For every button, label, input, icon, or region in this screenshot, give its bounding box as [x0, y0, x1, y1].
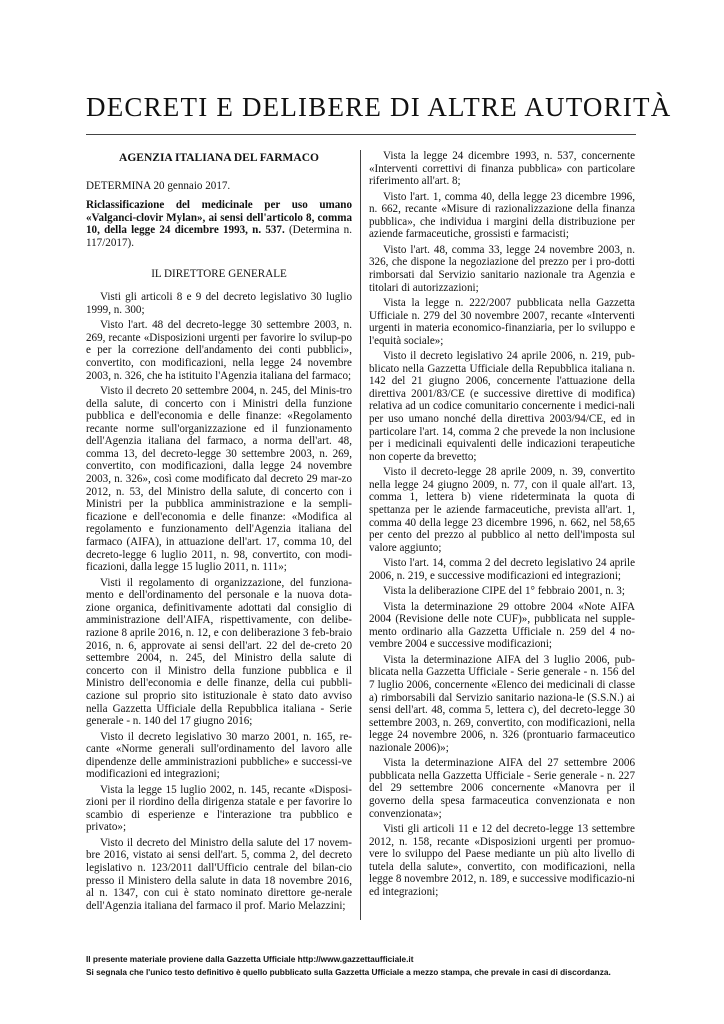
paragraph: Visto il decreto del Ministro della salute del 17 novem-bre 2016, vistato ai sensi dell'art. 5, comma 2, del decreto legislativo n. 123/2011 dall'Ufficio centrale del bilan-cio presso il Ministero della salute in data 18 novembre 2016, al n. 1347, con cui è stato nominato direttore ge-nerale dell'Agenzia italiana del farmaco il prof. Mario Melazzini;: [86, 836, 352, 912]
paragraph: Vista la determinazione 29 ottobre 2004 «Note AIFA 2004 (Revisione delle note CUF)», pubblicata nel supple-mento ordinario alla Gazzetta Ufficiale n. 259 del 4 no-vembre 2004 e successive modificazioni;: [369, 600, 635, 651]
column-divider: [360, 150, 361, 920]
paragraph: Vista la deliberazione CIPE del 1° febbraio 2001, n. 3;: [383, 585, 625, 598]
title-divider: [86, 134, 636, 135]
paragraph: Vista la legge n. 222/2007 pubblicata nella Gazzetta Ufficiale n. 279 del 30 novembre 2007, recante «Interventi urgenti in materia economico-finanziaria, per lo sviluppo e l'equità sociale»;: [369, 296, 635, 347]
paragraph: Visto l'art. 48, comma 33, legge 24 novembre 2003, n. 326, che dispone la negoziazione del prezzo per i pro-dotti rimborsati dal Servizio sanitario nazionale tra Agenzia e titolari di autorizzazioni;: [369, 243, 635, 294]
paragraph: Visto l'art. 14, comma 2 del decreto legislativo 24 aprile 2006, n. 219, e successive modificazioni ed integrazioni;: [369, 557, 635, 582]
determina-number: (Determina n. 117/2017).: [86, 224, 352, 249]
paragraph: Vista la legge 15 luglio 2002, n. 145, recante «Disposi-zioni per il riordino della dirigenza statale e per favorire lo scambio di esperienze e l'interazione tra pubblico e privato»;: [86, 783, 352, 834]
left-column: [86, 150, 352, 915]
paragraph: Vista la legge 24 dicembre 1993, n. 537, concernente «Interventi correttivi di finanza pubblica» con particolare riferimento all'art. 8;: [369, 150, 635, 188]
subject-text: Riclassificazione del medicinale per uso umano «Valganci-clovir Mylan», ai sensi dell'articolo 8, comma 10, della legge 24 dicembre 1993, n. 537.: [86, 199, 352, 237]
paragraph: Vista la determinazione AIFA del 27 settembre 2006 pubblicata nella Gazzetta Ufficiale - Serie generale - n. 227 del 29 settembre 2006 concernente «Manovra per il governo della spesa farmaceutica convenzionata e non convenzionata»;: [369, 757, 635, 820]
paragraph: Visti il regolamento di organizzazione, del funziona-mento e dell'ordinamento del personale e la nuova dota-zione organica, definitivamente adottati dal consiglio di amministrazione dell'AIFA, rispettivamente, con delibe-razione 8 aprile 2016, n. 12, e con deliberazione 3 feb-braio 2016, n. 6, approvate ai sensi dell'art. 22 del de-creto 20 settembre 2004, n. 245, del Ministro della salute di concerto con il Ministro della funzione pubblica e il Ministro dell'economia e delle finanze, della cui pubbli-cazione sul proprio sito istituzionale è stato dato avviso nella Gazzetta Ufficiale della Repubblica italiana - Serie generale - n. 140 del 17 giugno 2016;: [86, 576, 352, 728]
paragraph: Visto il decreto legislativo 30 marzo 2001, n. 165, re-cante «Norme generali sull'ordinamento del lavoro alle dipendenze delle amministrazioni pubbliche» e successi-ve modificazioni ed integrazioni;: [86, 730, 352, 781]
director-heading: IL DIRETTORE GENERALE: [151, 267, 287, 280]
paragraph: Visto l'art. 1, comma 40, della legge 23 dicembre 1996, n. 662, recante «Misure di razionalizzazione della finanza pubblica», che individua i margini della distribuzione per aziende farmaceutiche, grossisti e farmacisti;: [369, 190, 635, 241]
paragraph: Visto l'art. 48 del decreto-legge 30 settembre 2003, n. 269, recante «Disposizioni urgenti per favorire lo svilup-po e per la correzione dell'andamento dei conti pubblici», convertito, con modificazioni, nella legge 24 novembre 2003, n. 326, che ha istituito l'Agenzia italiana del farmaco;: [86, 319, 352, 382]
paragraph: Visto il decreto legislativo 24 aprile 2006, n. 219, pub-blicato nella Gazzetta Ufficiale della Repubblica italiana n. 142 del 21 giugno 2006, concernente l'attuazione della direttiva 2001/83/CE (e successive direttive di modifica) relativa ad un codice comunitario concernente i medici-nali per uso umano nonché della direttiva 2003/94/CE, ed in particolare l'art. 14, comma 2 che prevede la non inclusione per i medicinali equivalenti delle indicazioni terapeutiche non coperte da brevetto;: [369, 350, 635, 463]
footer-notice: [86, 953, 666, 978]
paragraph: Visti gli articoli 8 e 9 del decreto legislativo 30 luglio 1999, n. 300;: [86, 291, 352, 316]
paragraph: Visti gli articoli 11 e 12 del decreto-legge 13 settembre 2012, n. 158, recante «Disposizioni urgenti per promuo-vere lo sviluppo del Paese mediante un più alto livello di tutela della salute», convertito, con modificazioni, nella legge 8 novembre 2012, n. 189, e successive modificazio-ni ed integrazioni;: [369, 823, 635, 899]
paragraph: Vista la determinazione AIFA del 3 luglio 2006, pub-blicata nella Gazzetta Ufficiale - Serie generale - n. 156 del 7 luglio 2006, concernente «Elenco dei medicinali di classe a) rimborsabili dal Servizio sanitario naziona-le (S.S.N.) ai sensi dell'art. 48, comma 5, lettera c), del decreto-legge 30 settembre 2003, n. 269, convertito, con modificazioni, nella legge 24 novembre 2006, n. 326 (prontuario farmaceutico nazionale 2006)»;: [369, 653, 635, 754]
footer-source: Il presente materiale proviene dalla Gazzetta Ufficiale http://www.gazzettaufficiale.it: [86, 954, 414, 964]
page-title: DECRETI E DELIBERE DI ALTRE AUTORITÀ: [86, 92, 672, 122]
determina-subject: [86, 199, 352, 249]
paragraph: Visto il decreto-legge 28 aprile 2009, n. 39, convertito nella legge 24 giugno 2009, n. 77, con il quale all'art. 13, comma 1, lettera b) viene rideterminata la quota di spettanza per le aziende farmaceutiche, prevista all'art. 1, comma 40 della legge 23 dicembre 1996, n. 662, nel 58,65 per cento del prezzo al pubblico al netto dell'imposta sul valore aggiunto;: [369, 466, 635, 554]
agency-heading: AGENZIA ITALIANA DEL FARMACO: [119, 152, 319, 164]
right-column: [369, 150, 635, 901]
determina-date: DETERMINA 20 gennaio 2017.: [86, 179, 231, 192]
paragraph: Visto il decreto 20 settembre 2004, n. 245, del Minis-tro della salute, di concerto con i Ministri della funzione pubblica e dell'economia e delle finanze: «Regolamento recante norme sull'organizzazione ed il funzionamento dell'Agenzia italiana del farmaco, a norma dell'art. 48, comma 13, del decreto-legge 30 settembre 2003, n. 269, convertito, con modificazioni, dalla legge 24 novembre 2003, n. 326», così come modificato dal decreto 29 mar-zo 2012, n. 53, del Ministro della salute, di concerto con i Ministri per la pubblica amministrazione e la sempli-ficazione e dell'economia e delle finanze: «Modifica al regolamento e funzionamento dell'Agenzia italiana del farmaco (AIFA), in attuazione dell'art. 17, comma 10, del decreto-legge 6 luglio 2011, n. 98, convertito, con modi-ficazioni, dalla legge 15 luglio 2011, n. 111»;: [86, 384, 352, 574]
footer-disclaimer: Si segnala che l'unico testo definitivo è quello pubblicato sulla Gazzetta Ufficiale a mezzo stampa, che prevale in casi di discordanza.: [86, 966, 611, 977]
